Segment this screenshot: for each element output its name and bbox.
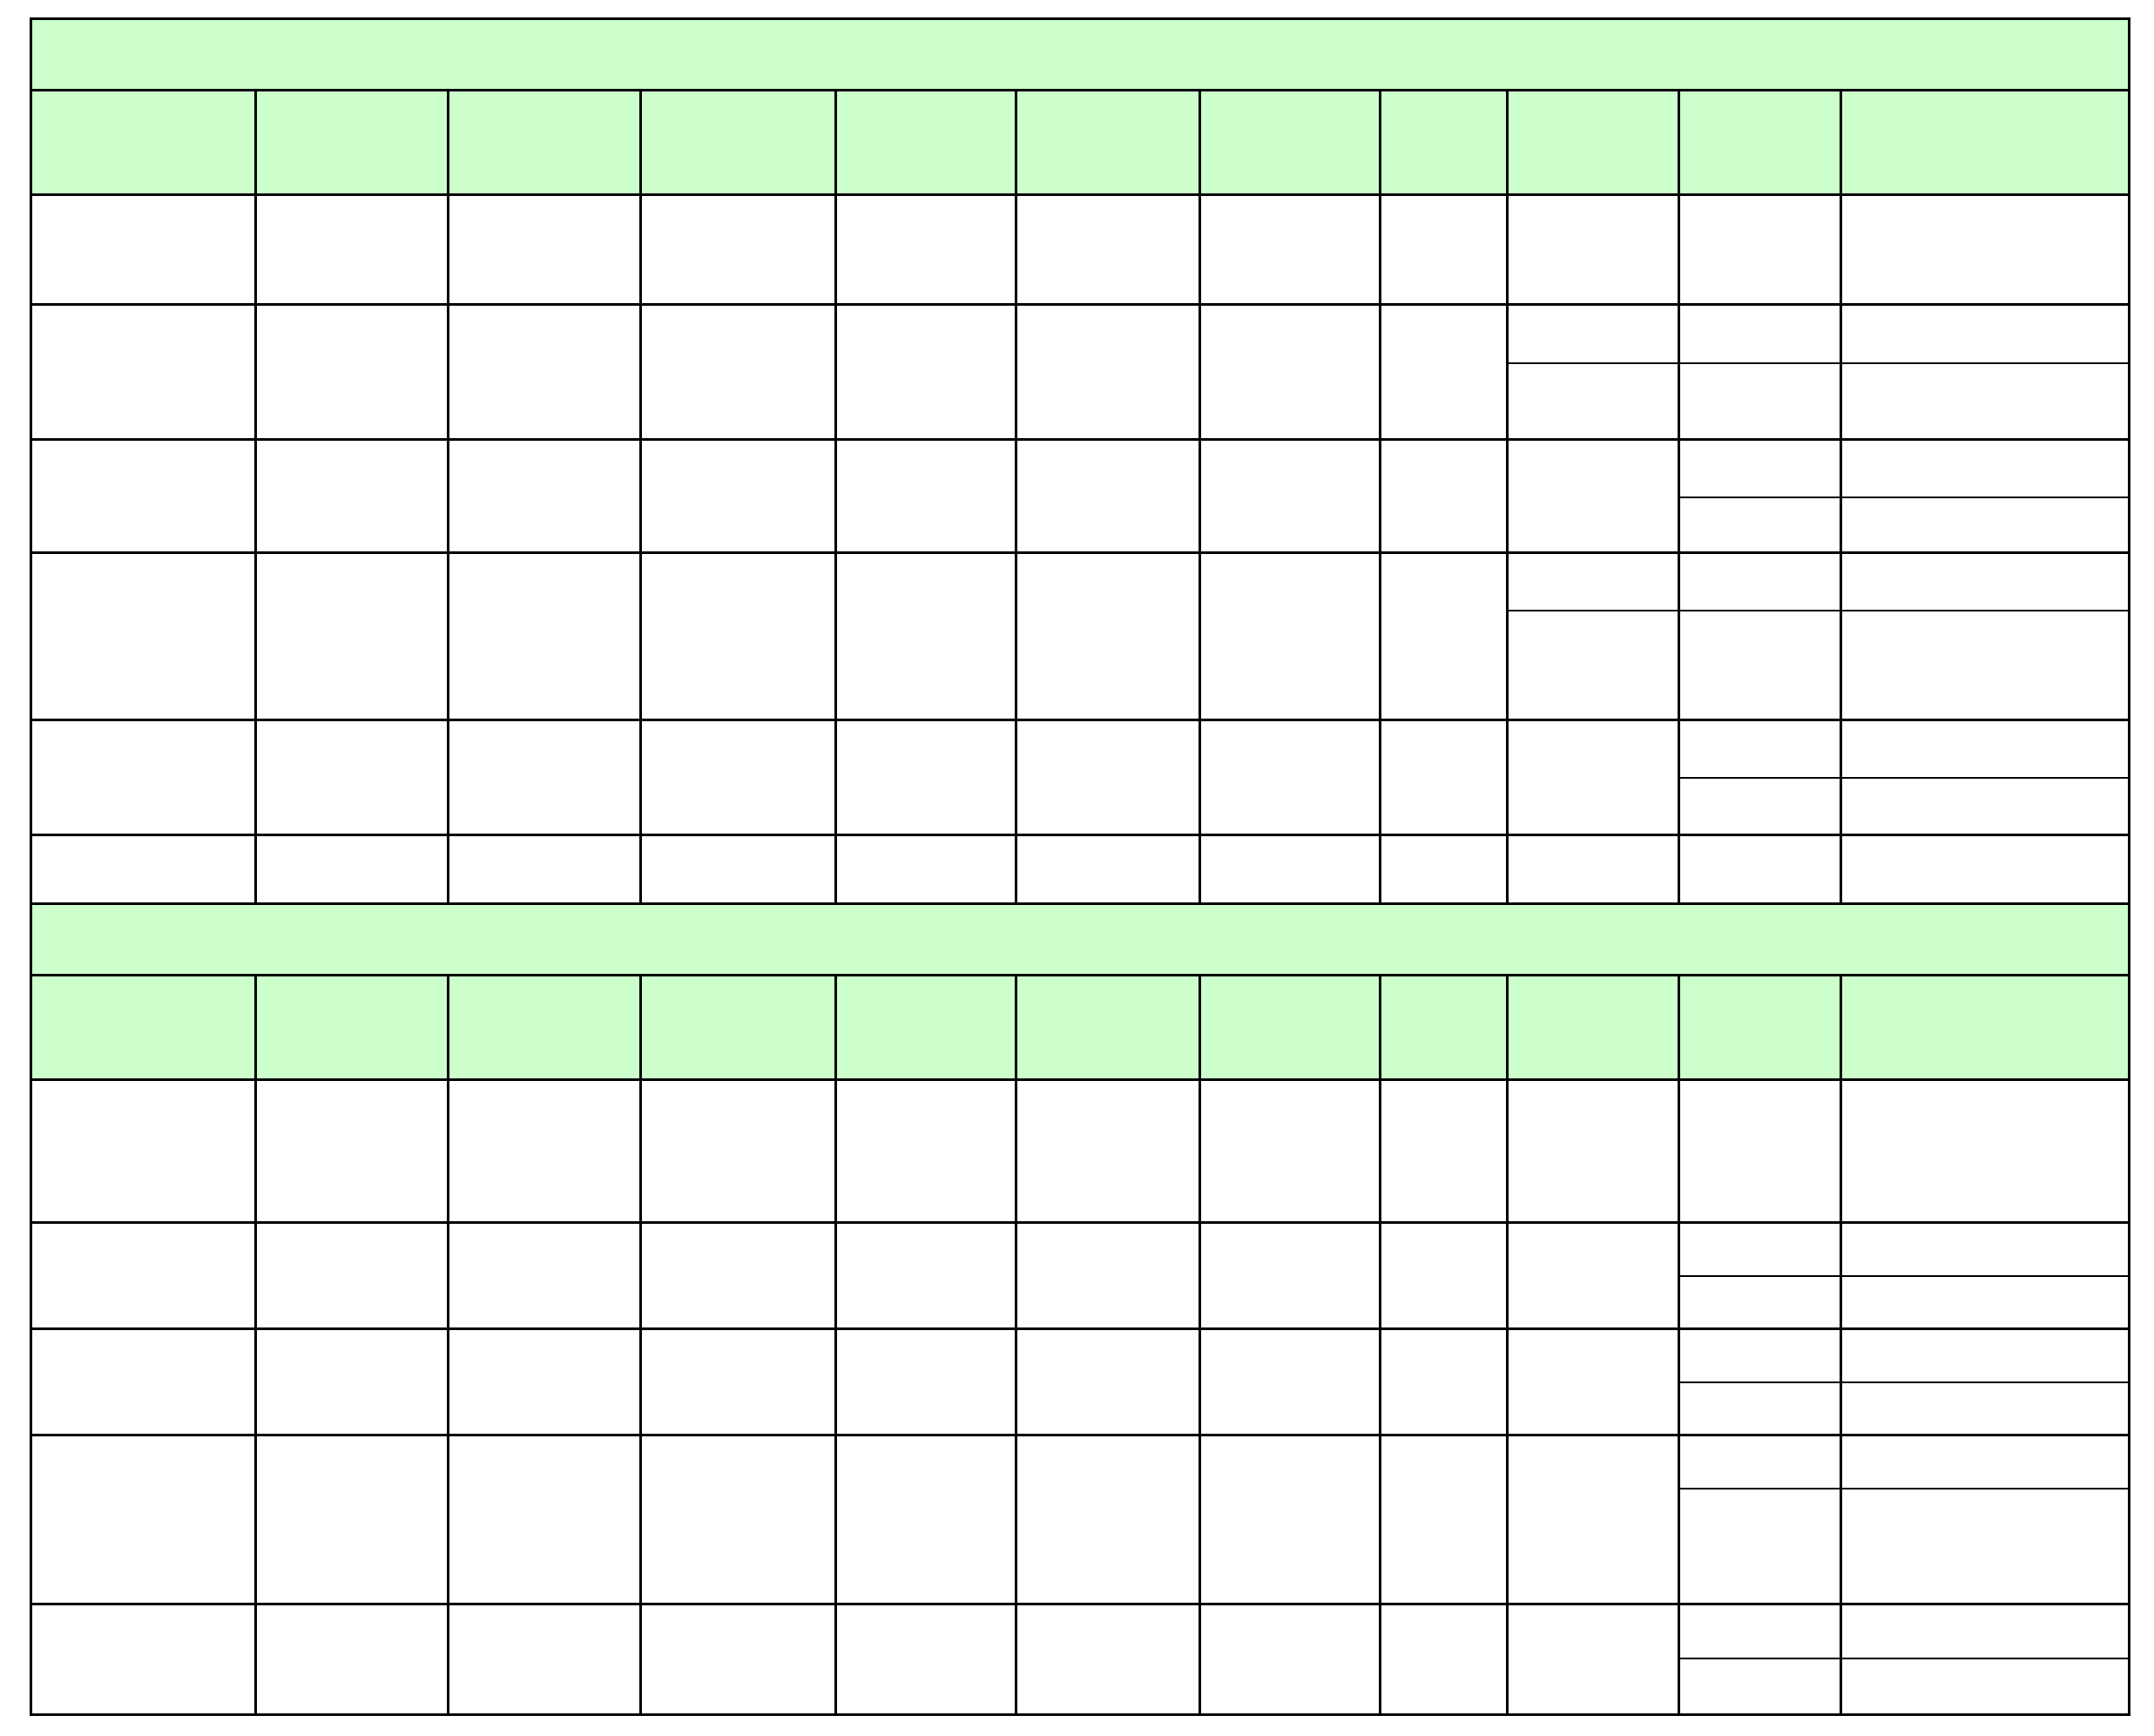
column-header [30, 91, 254, 192]
table-border [30, 902, 2130, 905]
column-divider [639, 974, 642, 1716]
column-header [1015, 976, 1199, 1077]
column-divider [254, 974, 257, 1716]
column-divider [1015, 834, 1017, 902]
column-header [1678, 976, 1840, 1077]
column-divider [447, 834, 449, 902]
table-border [2128, 17, 2130, 836]
row-divider [30, 1221, 2130, 1224]
column-header [639, 976, 834, 1077]
column-divider [1840, 974, 1842, 1716]
table-border [30, 17, 32, 836]
column-divider [1678, 974, 1680, 1716]
column-header [834, 91, 1015, 192]
column-divider [1199, 834, 1201, 902]
header-divider [30, 89, 2130, 91]
column-divider [834, 89, 837, 836]
column-divider [1015, 89, 1017, 836]
column-header [1379, 976, 1506, 1077]
sub-row-divider [1678, 1275, 2128, 1277]
column-header [254, 91, 447, 192]
column-divider [1199, 89, 1201, 836]
column-divider [254, 834, 257, 902]
column-header [1015, 91, 1199, 192]
row-divider [30, 719, 2130, 721]
column-divider [1199, 974, 1201, 1716]
table-border [30, 902, 32, 1716]
row-divider [30, 1603, 2130, 1605]
column-divider [1840, 834, 1842, 902]
column-divider [1379, 89, 1381, 836]
table-border [2128, 902, 2130, 1716]
sub-row-divider [1506, 610, 2128, 611]
header-divider [30, 193, 2130, 196]
column-divider [1506, 974, 1509, 1716]
sub-row-divider [1678, 1658, 2128, 1659]
column-header [254, 976, 447, 1077]
column-divider [639, 834, 642, 902]
column-header [1506, 976, 1678, 1077]
table-border [30, 834, 32, 902]
column-header [447, 91, 639, 192]
column-divider [1506, 89, 1509, 836]
row-divider [30, 303, 2130, 306]
sub-row-divider [1678, 1381, 2128, 1383]
column-divider [1379, 834, 1381, 902]
column-header [1199, 91, 1379, 192]
sub-row-divider [1678, 1488, 2128, 1489]
section-title [30, 902, 2128, 974]
column-divider [254, 89, 257, 836]
row-divider [30, 834, 2130, 836]
table-border [2128, 834, 2130, 902]
column-divider [834, 834, 837, 902]
column-divider [447, 89, 449, 836]
sub-row-divider [1678, 777, 2128, 779]
column-header [30, 976, 254, 1077]
column-header [1840, 976, 2128, 1077]
column-header [639, 91, 834, 192]
row-divider [30, 1327, 2130, 1330]
column-divider [447, 974, 449, 1716]
column-divider [834, 974, 837, 1716]
row-divider [30, 438, 2130, 441]
sub-row-divider [1506, 362, 2128, 364]
row-divider [30, 1434, 2130, 1436]
column-header [1840, 91, 2128, 192]
table-border [30, 17, 2130, 20]
column-header [834, 976, 1015, 1077]
column-divider [639, 89, 642, 836]
column-header [1506, 91, 1678, 192]
header-divider [30, 1078, 2130, 1081]
column-divider [1015, 974, 1017, 1716]
column-header [1678, 91, 1840, 192]
column-divider [1506, 834, 1509, 902]
row-divider [30, 1713, 2130, 1716]
column-divider [1678, 89, 1680, 836]
header-divider [30, 974, 2130, 976]
row-divider [30, 551, 2130, 554]
column-header [1379, 91, 1506, 192]
column-divider [1840, 89, 1842, 836]
column-header [1199, 976, 1379, 1077]
column-divider [1678, 834, 1680, 902]
column-divider [1379, 974, 1381, 1716]
section-title [30, 17, 2128, 89]
column-header [447, 976, 639, 1077]
sub-row-divider [1678, 496, 2128, 498]
